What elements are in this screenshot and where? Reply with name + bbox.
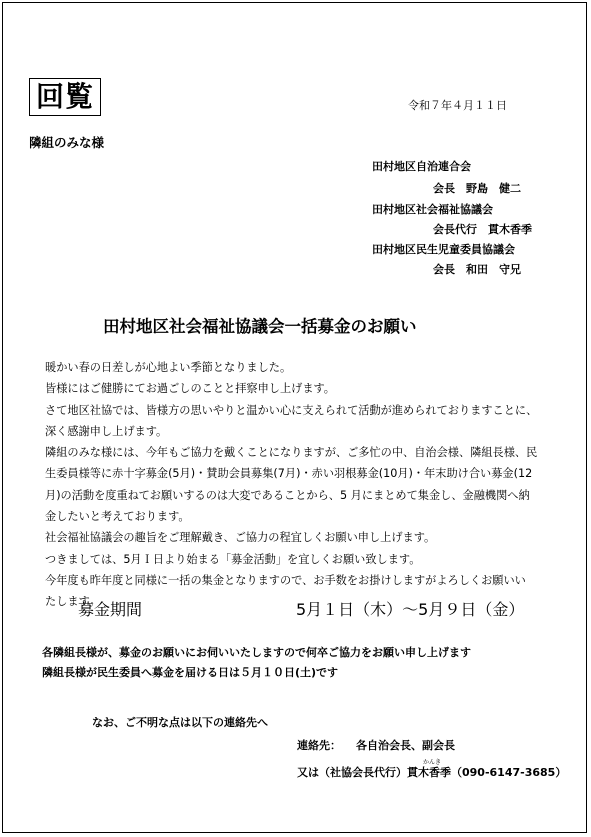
body-line: 隣組のみな様には、今年もご協力を戴くことになりますが、ご多忙の中、自治会様、隣組長様、民 <box>45 446 538 460</box>
body-line: 社会福祉協議会の趣旨をご理解戴き、ご協力の程宜しくお願い申し上げます。 <box>45 531 436 545</box>
document-title: 田村地区社会福祉協議会一括募金のお願い <box>103 317 417 336</box>
body-line: 今年度も昨年度と同様に一括の集金となりますので、お手数をお掛けしますがよろしくお願いい <box>45 573 526 587</box>
notice-line-2: 隣組長様が民生委員へ募金を届ける日は５月１０日(土)です <box>42 666 339 679</box>
sender-person-2: 会長代行 貫木香季 <box>433 223 532 236</box>
circulation-stamp: 回覧 <box>29 78 101 116</box>
body-line: 深く感謝申し上げます。 <box>45 424 168 438</box>
body-line: つきましては、5月Ｉ日より始まる「募金活動」を宜しくお願い致します。 <box>45 552 421 566</box>
sender-org-2: 田村地区社会福祉協議会 <box>372 203 493 216</box>
donation-period-dates: 5月１日（木）～5月９日（金） <box>296 600 525 619</box>
body-line: 生委員様等に赤十字募金(5月)・賛助会員募集(7月)・赤い羽根募金(10月)・年末助け合い募金(12 <box>45 467 533 481</box>
sender-person-1: 会長 野島 健二 <box>433 182 521 195</box>
name-furigana: かんき <box>423 759 442 766</box>
sender-org-3: 田村地区民生児童委員協議会 <box>372 243 515 256</box>
donation-period-label: 募金期間 <box>78 600 143 619</box>
sender-org-1: 田村地区自治連合会 <box>372 160 471 173</box>
body-line: たします。 <box>45 595 101 609</box>
contact-alternate: 又は（社協会長代行）貫木香季（090-6147-3685） <box>297 766 567 779</box>
contact-intro: なお、ご不明な点は以下の連絡先へ <box>92 716 268 729</box>
body-line: 暖かい春の日差しが心地よい季節となりました。 <box>45 361 292 374</box>
body-line: さて地区社協では、皆様方の思いやりと温かい心に支えられて活動が進められておりますことに、 <box>45 403 538 417</box>
body-line: 金したいと考えております。 <box>45 510 190 524</box>
contact-value: 各自治会長、副会長 <box>356 739 455 752</box>
contact-label: 連絡先： <box>297 739 341 752</box>
body-line: 皆様にはご健勝にてお過ごしのことと拝察申し上げます。 <box>45 382 335 396</box>
body-text <box>45 357 565 613</box>
sender-person-3: 会長 和田 守兄 <box>433 263 521 276</box>
addressee: 隣組のみな様 <box>29 135 105 150</box>
body-line: 月)の活動を度重ねてお願いするのは大変であることから、5 月にまとめて集金し、金融機関へ納 <box>45 488 530 502</box>
notice-line-1: 各隣組長様が、募金のお願いにお伺いいたしますので何卒ご協力をお願い申し上げます <box>42 646 471 659</box>
document-date: 令和７年４月１１日 <box>408 99 507 112</box>
